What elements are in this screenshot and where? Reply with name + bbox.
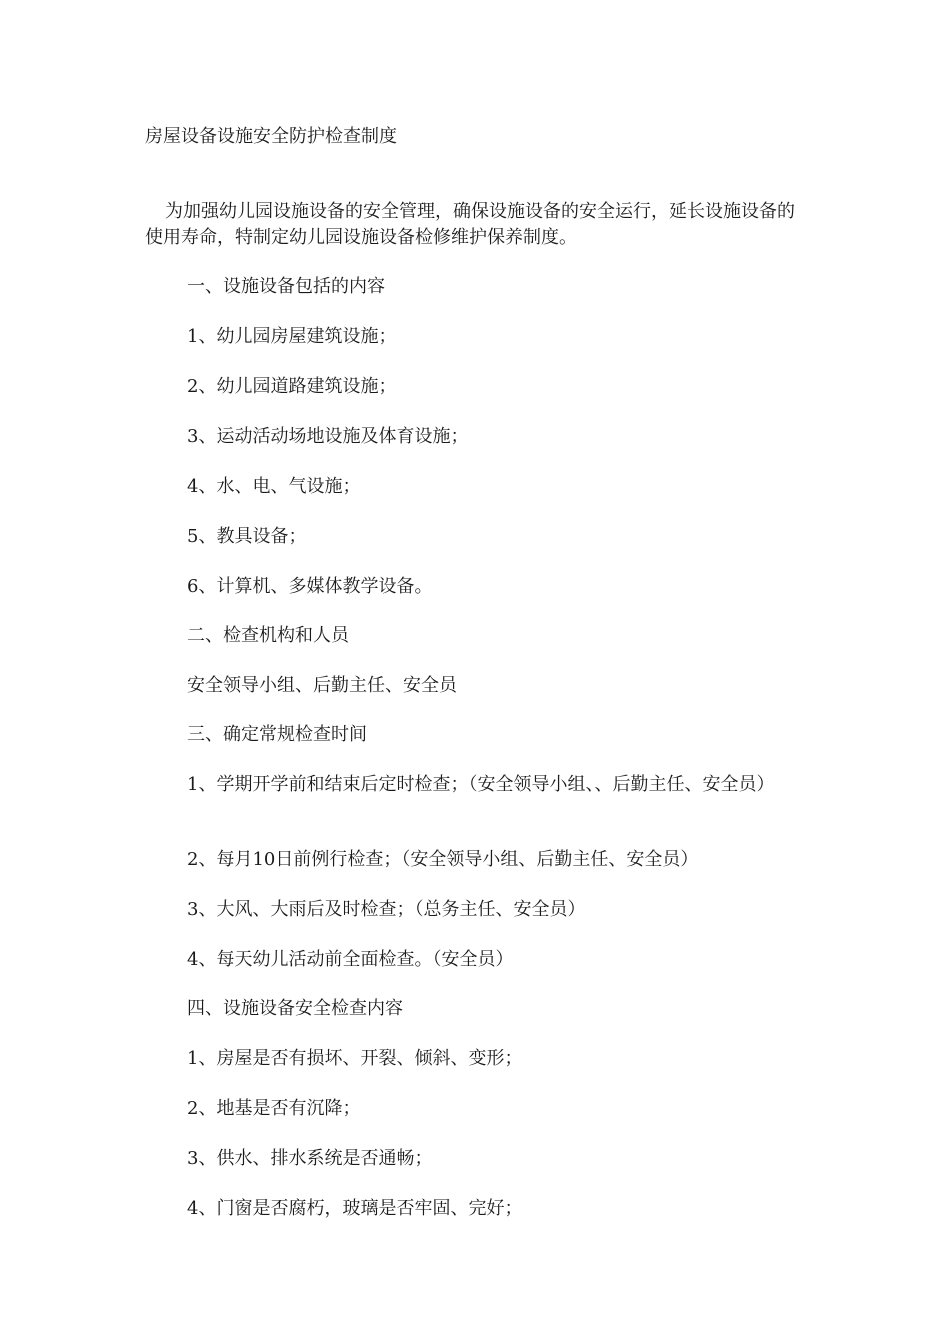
list-item: 2、地基是否有沉降； — [187, 1098, 361, 1119]
list-item: 4、水、电、气设施； — [187, 476, 361, 497]
section-heading-3: 三、确定常规检查时间 — [187, 724, 367, 745]
list-item: 3、运动活动场地设施及体育设施； — [187, 426, 469, 447]
list-item: 4、门窗是否腐朽，玻璃是否牢固、完好； — [187, 1198, 523, 1219]
list-item: 2、每月10日前例行检查；（安全领导小组、后勤主任、安全员） — [187, 849, 699, 870]
list-item: 2、幼儿园道路建筑设施； — [187, 376, 397, 397]
intro-paragraph: 为加强幼儿园设施设备的安全管理，确保设施设备的安全运行，延长设施设备的使用寿命，特制定幼儿园设施设备检修维护保养制度。 — [145, 201, 795, 248]
list-item: 1、房屋是否有损坏、开裂、倾斜、变形； — [187, 1048, 523, 1069]
list-item: 3、供水、排水系统是否通畅； — [187, 1148, 433, 1169]
document-title: 房屋设备设施安全防护检查制度 — [145, 126, 397, 147]
list-item: 4、每天幼儿活动前全面检查。（安全员） — [187, 949, 514, 970]
list-item: 1、学期开学前和结束后定时检查；（安全领导小组、、后勤主任、安全员） — [187, 774, 775, 795]
paragraph: 安全领导小组、后勤主任、安全员 — [187, 675, 457, 696]
section-heading-2: 二、检查机构和人员 — [187, 625, 349, 646]
list-item: 6、计算机、多媒体教学设备。 — [187, 576, 433, 597]
section-heading-1: 一、设施设备包括的内容 — [187, 276, 385, 297]
list-item: 3、大风、大雨后及时检查；（总务主任、安全员） — [187, 899, 586, 920]
list-item: 1、幼儿园房屋建筑设施； — [187, 326, 397, 347]
list-item: 5、教具设备； — [187, 526, 307, 547]
section-heading-4: 四、设施设备安全检查内容 — [187, 998, 403, 1019]
